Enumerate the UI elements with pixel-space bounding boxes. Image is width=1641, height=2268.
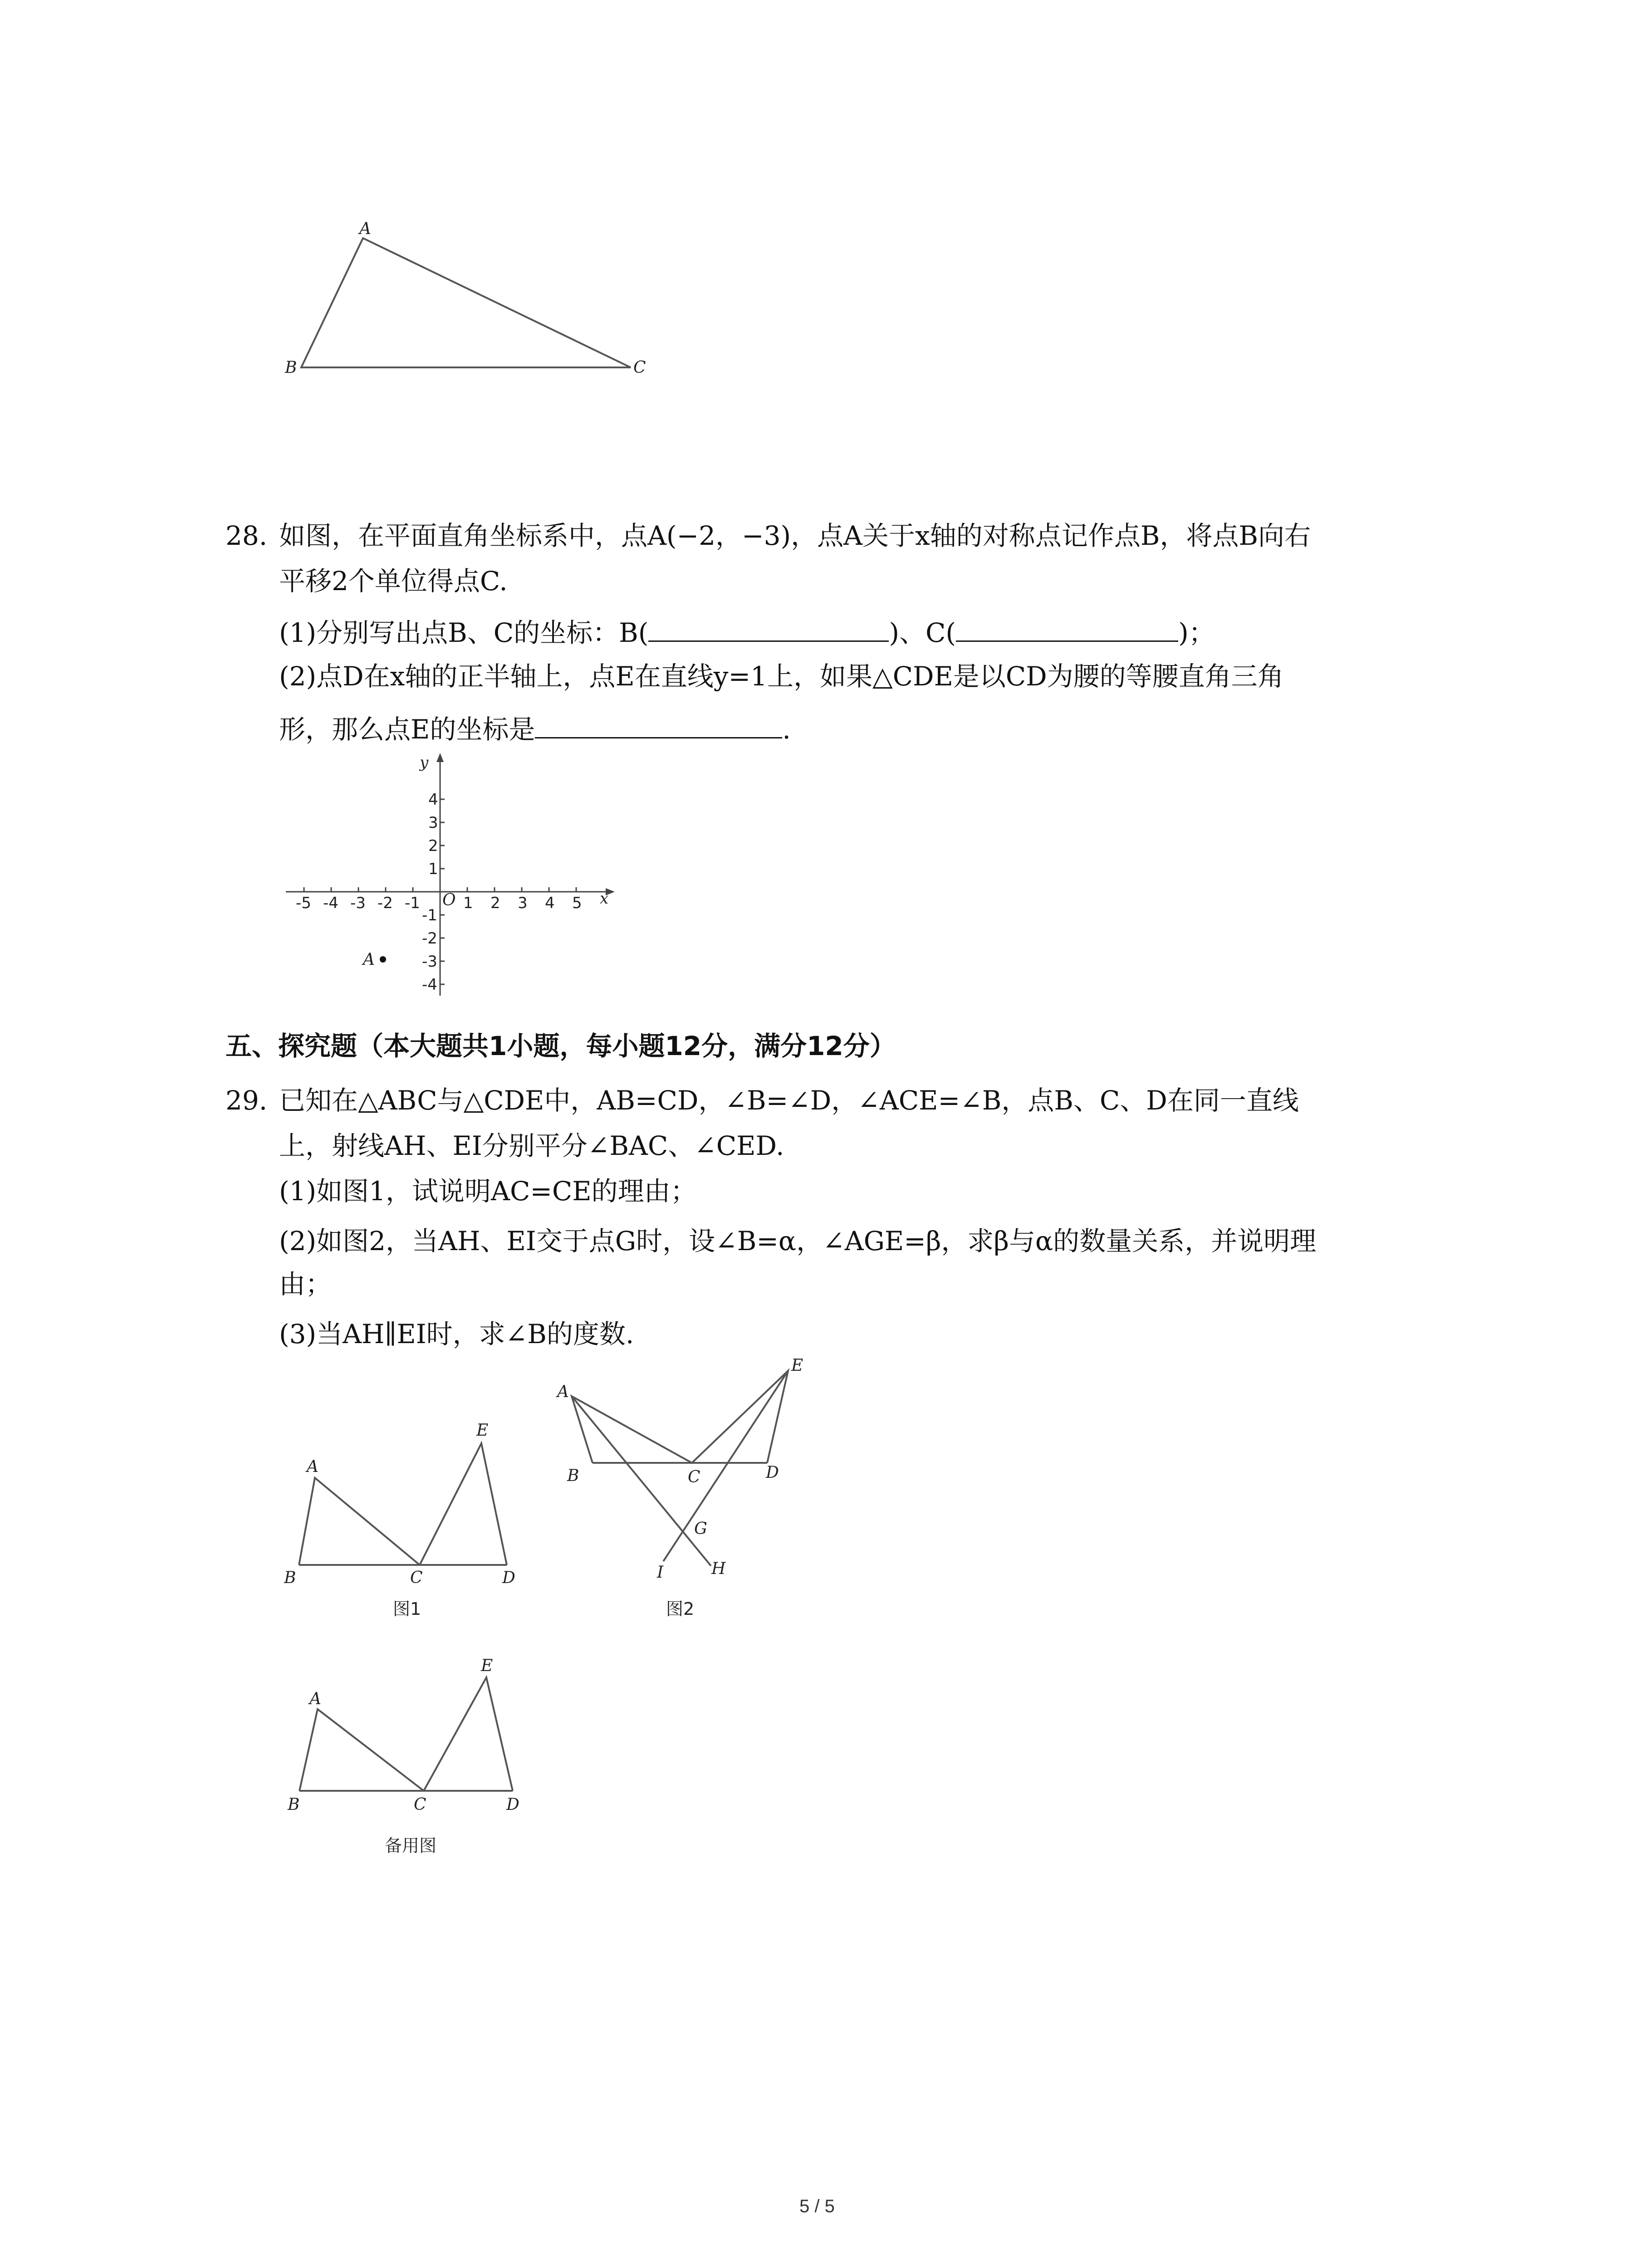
fig1-label-c: C xyxy=(410,1569,423,1587)
x-tick-label: 4 xyxy=(545,894,555,912)
x-tick-label: -3 xyxy=(350,894,366,912)
triangle-abc-fig3 xyxy=(299,1709,424,1791)
answer-blank-b[interactable] xyxy=(648,618,889,642)
fig2-label-b: B xyxy=(567,1466,579,1485)
section5-title: 五、探究题（本大题共1小题，每小题12分，满分12分） xyxy=(225,1031,896,1061)
backup-figure xyxy=(272,1637,554,1860)
y-tick-label: -1 xyxy=(422,906,437,924)
fig2-label-i: I xyxy=(657,1563,664,1582)
y-axis-label: y xyxy=(420,753,429,772)
fig3-label-b: B xyxy=(288,1795,300,1814)
triangle-abc-figure xyxy=(272,213,671,386)
x-axis-label: x xyxy=(600,890,609,908)
fig3-label-c: C xyxy=(414,1795,426,1814)
figure-2 xyxy=(544,1352,826,1633)
vertex-label-c: C xyxy=(633,358,646,377)
origin-label: O xyxy=(442,891,456,909)
page-number: 5 / 5 xyxy=(799,2196,835,2216)
q28-line1: 如图，在平面直角坐标系中，点A(−2，−3)，点A关于x轴的对称点记作点B，将点B向右 xyxy=(279,520,1311,551)
q29-part1: (1)如图1，试说明AC=CE的理由； xyxy=(279,1176,697,1207)
answer-blank-c[interactable] xyxy=(956,618,1178,642)
q28-number: 28. xyxy=(225,520,268,551)
y-tick-label: -4 xyxy=(422,976,437,994)
x-tick-label: 5 xyxy=(572,894,582,912)
fig1-label-a: A xyxy=(307,1457,318,1476)
figure-1 xyxy=(272,1406,554,1624)
triangle-cde-fig1 xyxy=(420,1443,507,1565)
fig1-label-e: E xyxy=(476,1421,489,1440)
fig3-label-a: A xyxy=(309,1690,321,1708)
fig1-label-b: B xyxy=(284,1569,296,1587)
q29-line2: 上，射线AH、EI分别平分∠BAC、∠CED. xyxy=(279,1130,784,1161)
q29-number: 29. xyxy=(225,1085,268,1116)
fig2-caption: 图2 xyxy=(666,1599,695,1619)
q28-part2-line2 xyxy=(279,714,791,743)
fig2-label-g: G xyxy=(694,1520,707,1538)
y-tick-label: 3 xyxy=(428,814,438,832)
q28-part1 xyxy=(279,618,1215,646)
y-tick-label: 4 xyxy=(428,791,438,809)
x-tick-label: -2 xyxy=(377,894,393,912)
vertex-label-b: B xyxy=(285,358,297,377)
q28-part2-text: 形，那么点E的坐标是 xyxy=(279,714,535,745)
answer-blank-e[interactable] xyxy=(535,714,782,738)
vertex-label-a: A xyxy=(359,220,371,238)
y-axis-arrow xyxy=(436,753,444,762)
x-tick-label: -5 xyxy=(296,894,311,912)
fig2-label-d: D xyxy=(766,1463,779,1482)
q29-part2-line1: (2)如图2，当AH、EI交于点G时，设∠B=α，∠AGE=β，求β与α的数量关系，并说明理 xyxy=(279,1226,1317,1256)
fig2-label-a: A xyxy=(557,1383,569,1401)
triangle-abc-fig2 xyxy=(572,1396,692,1463)
q28-line2: 平移2个单位得点C. xyxy=(279,566,508,596)
point-a-label: A xyxy=(363,950,375,969)
coordinate-plane-figure xyxy=(272,748,626,1002)
q28-part1-text-b: (1)分别写出点B、C的坐标：B( xyxy=(279,617,649,648)
x-tick-label: 3 xyxy=(518,894,528,912)
fig1-label-d: D xyxy=(502,1569,515,1587)
y-tick-label: 2 xyxy=(428,837,438,855)
y-tick-label: 1 xyxy=(428,860,438,878)
x-tick-label: -4 xyxy=(323,894,338,912)
fig2-label-c: C xyxy=(688,1468,700,1486)
y-tick-label: -2 xyxy=(422,929,437,948)
fig2-label-h: H xyxy=(711,1559,726,1578)
y-tick-label: -3 xyxy=(422,953,437,971)
x-tick-label: 2 xyxy=(490,894,500,912)
x-tick-label: 1 xyxy=(463,894,473,912)
triangle-abc-fig1 xyxy=(299,1478,420,1565)
fig2-label-e: E xyxy=(791,1356,803,1375)
triangle-cde-fig2 xyxy=(692,1371,788,1463)
q29-part2-line2: 由； xyxy=(279,1269,332,1300)
q28-part1-end: )； xyxy=(1178,617,1215,648)
q29-line1: 已知在△ABC与△CDE中，AB=CD，∠B=∠D，∠ACE=∠B，点B、C、D在同一直线 xyxy=(279,1085,1299,1116)
fig1-caption: 图1 xyxy=(393,1599,421,1619)
q28-part1-text-c: )、C( xyxy=(889,617,956,648)
fig3-label-d: D xyxy=(506,1795,519,1814)
q28-part2-line1: (2)点D在x轴的正半轴上，点E在直线y=1上，如果△CDE是以CD为腰的等腰直角三角 xyxy=(279,661,1284,692)
triangle-abc xyxy=(301,238,631,367)
fig3-caption: 备用图 xyxy=(385,1836,437,1856)
q29-part3: (3)当AH∥EI时，求∠B的度数. xyxy=(279,1319,634,1349)
q28-part2-end: . xyxy=(782,714,791,745)
point-a-dot xyxy=(380,956,386,963)
x-tick-label: -1 xyxy=(405,894,420,912)
fig3-label-e: E xyxy=(481,1657,493,1675)
triangle-cde-fig3 xyxy=(424,1677,513,1791)
